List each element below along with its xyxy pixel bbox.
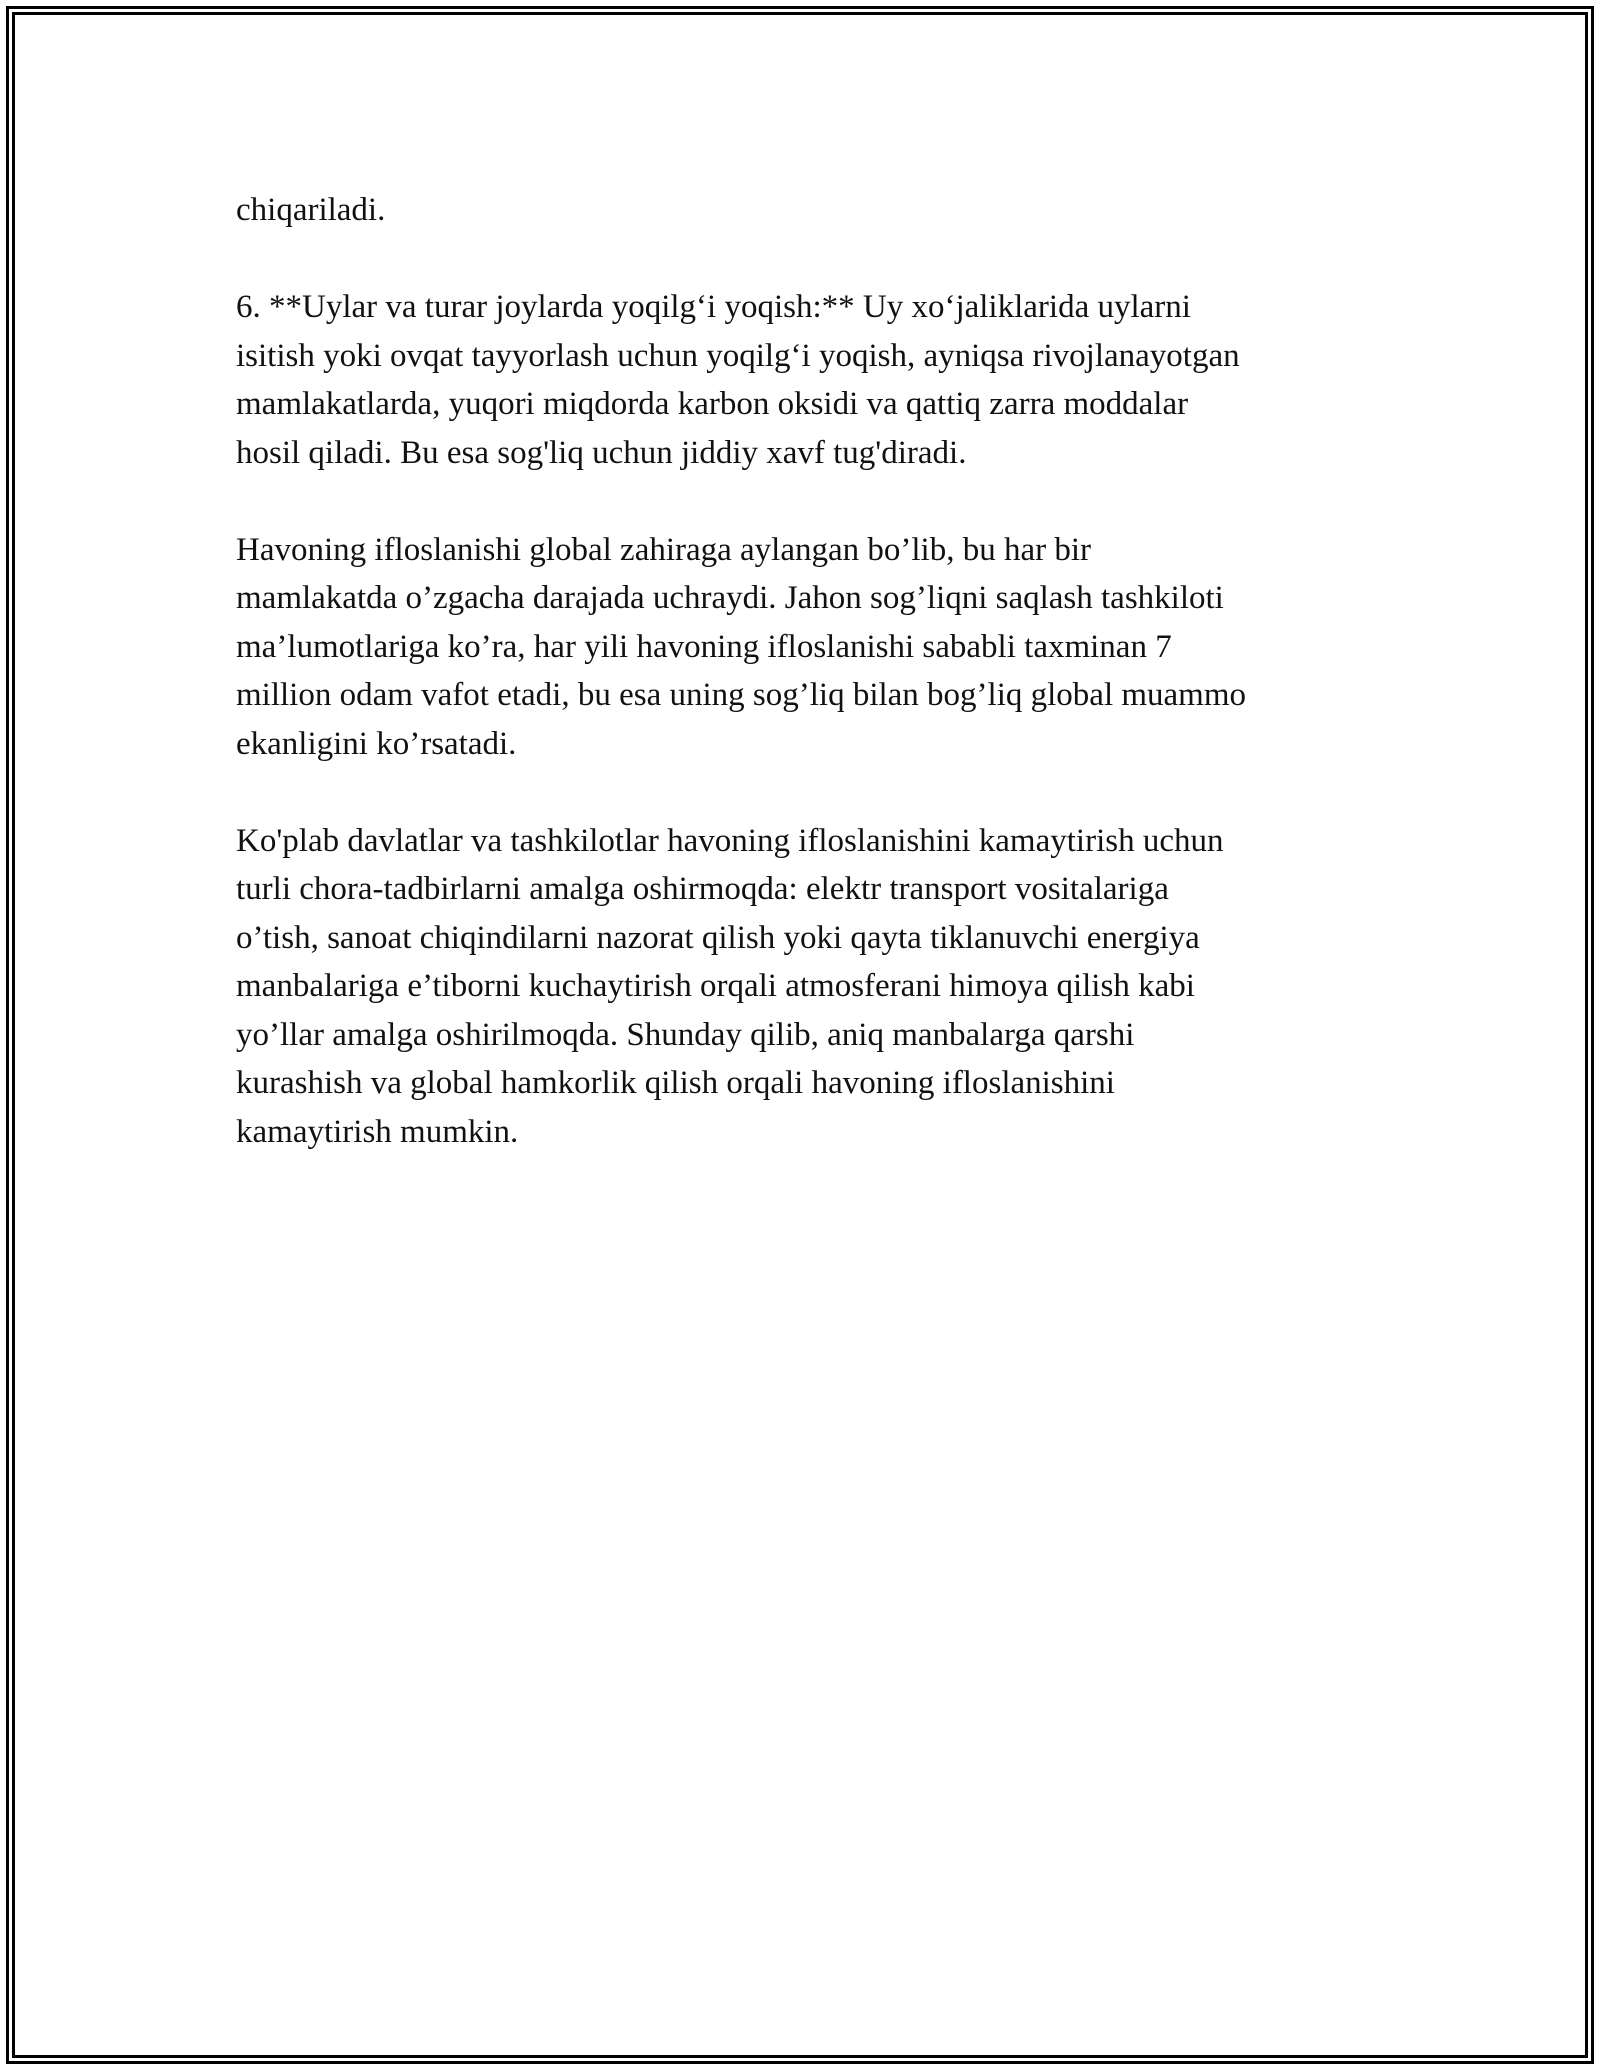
text-line: hosil qiladi. Bu esa sog'liq uchun jiddiy xavf tug'diradi. bbox=[236, 434, 967, 471]
text-line: kurashish va global hamkorlik qilish orqali havoning ifloslanishini bbox=[236, 1065, 1115, 1101]
paragraph-continuation bbox=[236, 186, 1376, 235]
text-line: ma’lumotlariga ko’ra, har yili havoning ifloslanishi sababli taxminan 7 bbox=[236, 628, 1172, 665]
text-line: Ko'plab davlatlar va tashkilotlar havoning ifloslanishini kamaytirish uchun bbox=[236, 822, 1224, 859]
paragraph-global-impact bbox=[236, 526, 1376, 769]
text-line: manbalariga e’tiborni kuchaytirish orqali atmosferani himoya qilish kabi bbox=[236, 968, 1195, 1004]
text-line: Havoning ifloslanishi global zahiraga aylangan bo’lib, bu har bir bbox=[236, 531, 1092, 568]
text-line: yo’llar amalga oshirilmoqda. Shunday qilib, aniq manbalarga qarshi bbox=[236, 1016, 1135, 1053]
text-line: chiqariladi. bbox=[236, 192, 386, 228]
text-line: ekanligini ko’rsatadi. bbox=[236, 725, 517, 762]
text-line: 6. **Uylar va turar joylarda yoqilg‘i yoqish:** Uy xo‘jaliklarida uylarni bbox=[236, 289, 1191, 325]
text-line: o’tish, sanoat chiqindilarni nazorat qilish yoki qayta tiklanuvchi energiya bbox=[236, 919, 1200, 956]
text-line: turli chora-tadbirlarni amalga oshirmoqda: elektr transport vositalariga bbox=[236, 871, 1169, 907]
paragraph-measures bbox=[236, 817, 1376, 1157]
text-line: mamlakatlarda, yuqori miqdorda karbon oksidi va qattiq zarra moddalar bbox=[236, 386, 1189, 422]
document-body bbox=[236, 186, 1376, 1205]
text-line: kamaytirish mumkin. bbox=[236, 1113, 519, 1150]
text-line: mamlakatda o’zgacha darajada uchraydi. Jahon sog’liqni saqlash tashkiloti bbox=[236, 580, 1224, 616]
paragraph-item-6 bbox=[236, 283, 1376, 477]
text-line: million odam vafot etadi, bu esa uning sog’liq bilan bog’liq global muammo bbox=[236, 677, 1247, 713]
text-line: isitish yoki ovqat tayyorlash uchun yoqilg‘i yoqish, ayniqsa rivojlanayotgan bbox=[236, 337, 1240, 374]
